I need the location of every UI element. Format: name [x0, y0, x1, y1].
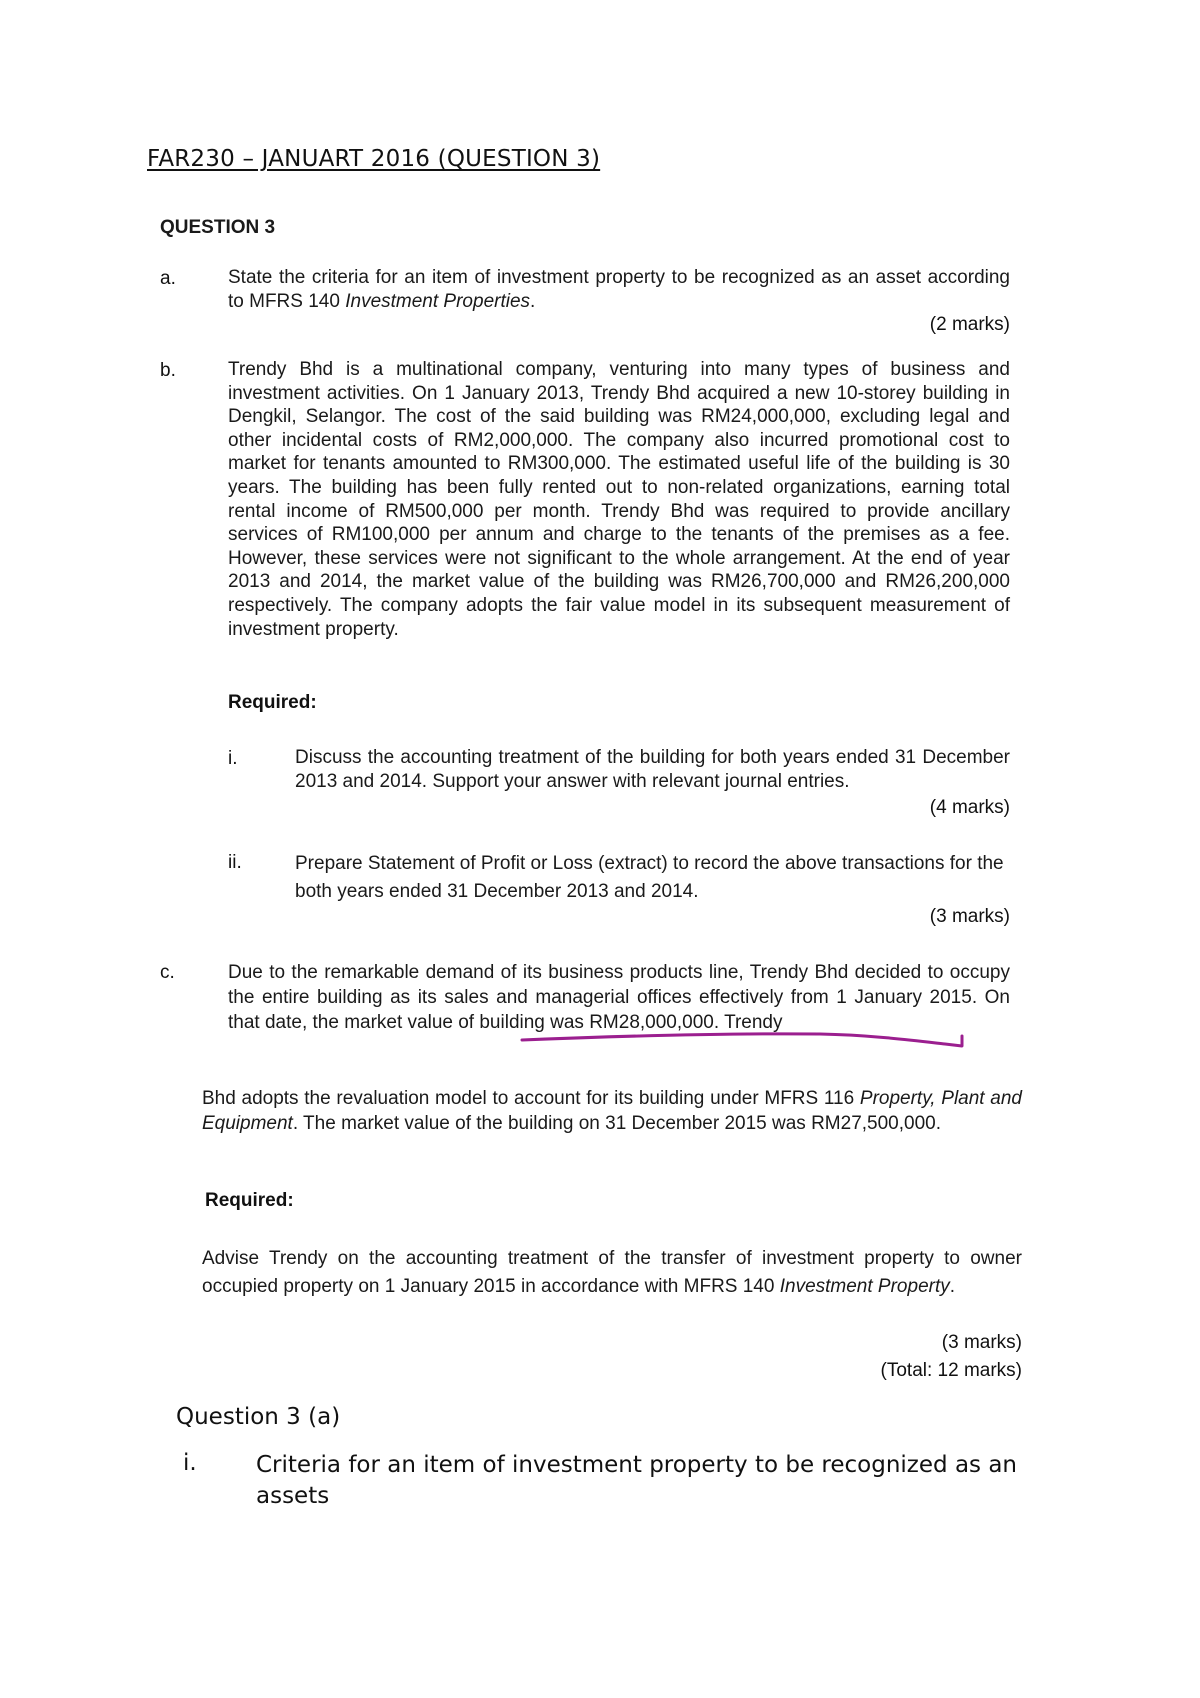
part-b-required-heading: Required: — [228, 692, 317, 713]
total-marks: (Total: 12 marks) — [880, 1360, 1022, 1381]
answer-item-label: i. — [183, 1450, 197, 1476]
part-b-ii-label: ii. — [228, 852, 242, 873]
part-c-advise-text: Advise Trendy on the accounting treatment of the transfer of investment property to owner occupied property on 1 January 2015 in accordance with MFRS 140 Investment Property. — [202, 1248, 1022, 1297]
part-c-continuation: Bhd adopts the revaluation model to account for its building under MFRS 116 Property, Plant and Equipment. The market value of the building on 31 December 2015 was RM27,500,000. — [202, 1088, 1022, 1134]
part-c-text: Due to the remarkable demand of its business products line, Trendy Bhd decided to occupy the entire building as its sales and managerial offices effectively from 1 January 2015. On that date, the market value of building was RM28,000,000. Trendy — [228, 962, 1010, 1033]
part-c-marks: (3 marks) — [941, 1332, 1022, 1353]
part-b-label: b. — [160, 360, 176, 381]
part-b-ii-text: Prepare Statement of Profit or Loss (extract) to record the above transactions for the both years ended 31 December 2013 and 2014. — [295, 853, 1004, 902]
part-b-text: Trendy Bhd is a multinational company, venturing into many types of business and investment activities. On 1 January 2013, Trendy Bhd acquired a new 10-storey building in Dengkil, Selangor. The cost of the said building was RM24,000,000, excluding legal and other incidental costs of RM2,000,000. The company also incurred promotional cost to market for tenants amounted to RM300,000. The estimated useful life of the building is 30 years. The building has been fully rented out to non-related organizations, earning total rental income of RM500,000 per month. Trendy Bhd was required to provide ancillary services of RM100,000 per annum and charge to the tenants of the premises as a fee. However, these services were not significant to the whole arrangement. At the end of year 2013 and 2014, the market value of the building was RM26,700,000 and RM26,200,000 respectively. The company adopts the fair value model in its subsequent measurement of investment property. — [228, 359, 1010, 640]
part-b-i-label: i. — [228, 748, 238, 769]
part-a-label: a. — [160, 268, 176, 289]
part-b-i-text: Discuss the accounting treatment of the building for both years ended 31 December 2013 and 2014. Support your answer with relevant journal entries. — [295, 747, 1010, 792]
part-a-text: State the criteria for an item of investment property to be recognized as an asset according to MFRS 140 Investment Properties. — [228, 267, 1010, 312]
part-a-marks: (2 marks) — [929, 314, 1010, 335]
part-c-label: c. — [160, 962, 175, 983]
part-b-i-marks: (4 marks) — [929, 797, 1010, 818]
answer-title: Question 3 (a) — [176, 1404, 341, 1430]
page-heading: FAR230 – JANUART 2016 (QUESTION 3) — [147, 146, 601, 172]
question-title: QUESTION 3 — [160, 217, 276, 238]
part-c-required-heading: Required: — [205, 1190, 294, 1211]
answer-item-text: Criteria for an item of investment property to be recognized as an assets — [256, 1452, 1017, 1509]
part-b-ii-marks: (3 marks) — [929, 906, 1010, 927]
